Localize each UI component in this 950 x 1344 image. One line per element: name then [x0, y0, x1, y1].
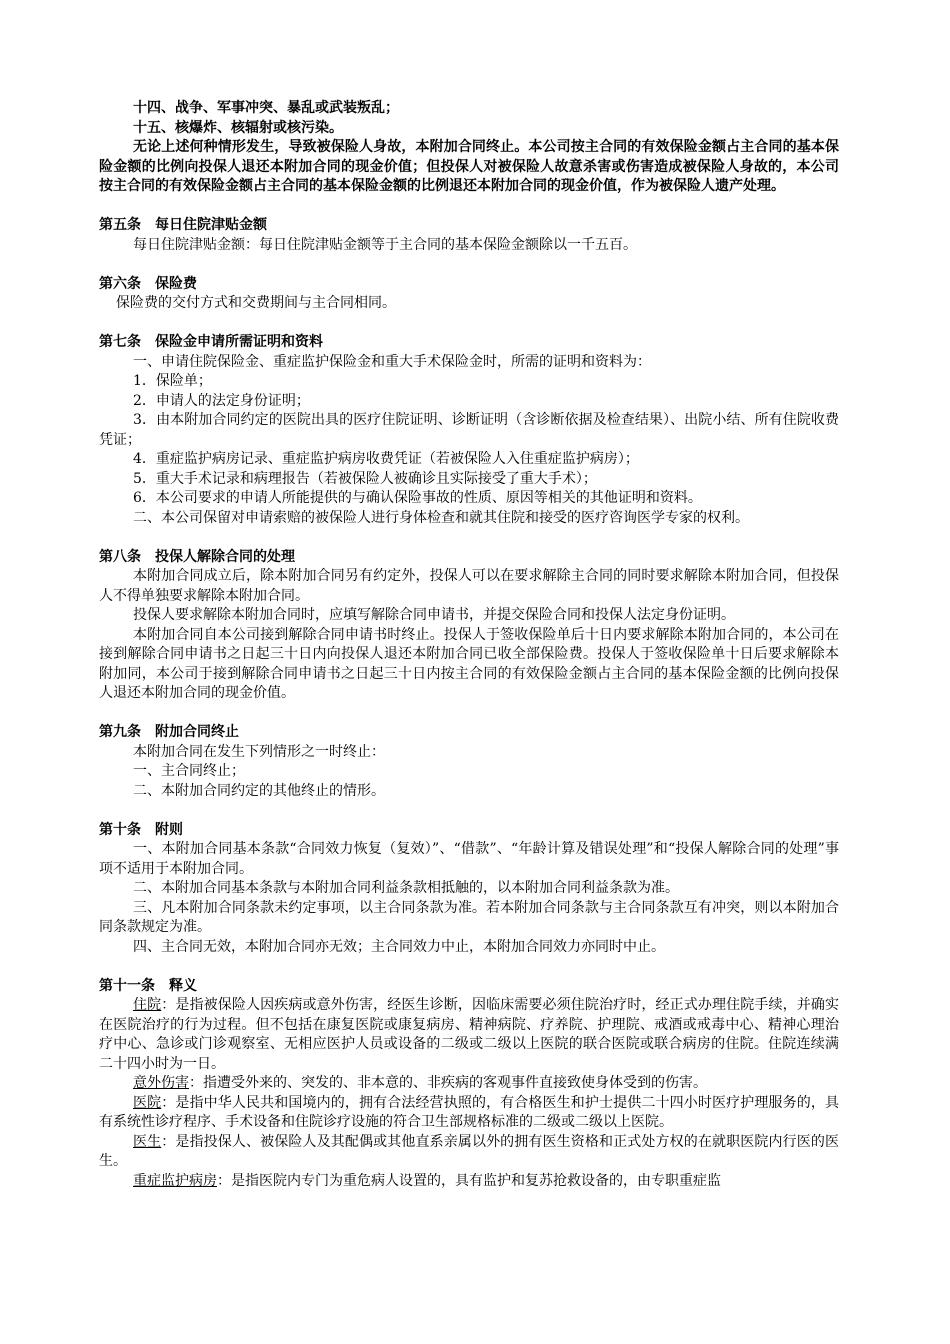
article-7-item-1: 1．保险单；: [133, 373, 212, 389]
definition-text: ：指遭受外来的、突发的、非本意的、非疾病的客观事件直接致使身体受到的伤害。: [189, 1075, 707, 1091]
article-11-title: 第十一条 释义: [99, 977, 197, 994]
document-body: [99, 99, 839, 1191]
definition-accidental-injury: [99, 1074, 839, 1094]
article-10-para-2: 二、本附加合同基本条款与本附加合同利益条款相抵触的，以本附加合同利益条款为准。: [133, 880, 679, 896]
definition-text: ：是指被保险人因疾病或意外伤害，经医生诊断，因临床需要必须住院治疗时，经正式办理住院手续，并确实在医院治疗的行为过程。但不包括在康复医院或康复病房、精神病院、疗养院、护理院、戒酒或戒毒中心、精神心理治疗中心、急诊或门诊观察室、无相应医护人员或设备的二级或二级以上医院的联合医院或联合病房的住院。住院连续满二十四小时为一日。: [99, 997, 840, 1072]
article-10-title: 第十条 附则: [99, 821, 183, 838]
article-7-item-3: 3．由本附加合同约定的医院出具的医疗住院证明、诊断证明（含诊断依据及检查结果）、出院小结、所有住院收费凭证；: [99, 412, 839, 448]
exclusion-paragraph: 无论上述何种情形发生，导致被保险人身故，本附加合同终止。本公司按主合同的有效保险金额占主合同的基本保险金额的比例向投保人退还本附加合同的现金价值；但投保人对被保险人故意杀害或伤害造成被保险人身故的，本公司按主合同的有效保险金额占主合同的基本保险金额的比例退还本附加合同的现金价值，作为被保险人遗产处理。: [99, 139, 839, 194]
article-7-item-6: 6．本公司要求的申请人所能提供的与确认保险事故的性质、原因等相关的其他证明和资料。: [133, 490, 702, 506]
definition-icu: [99, 1172, 839, 1192]
definition-hospitalization: [99, 996, 839, 1074]
definition-doctor: [99, 1133, 839, 1172]
article-6-title: 第六条 保险费: [99, 275, 197, 292]
article-7-item-2: 2．申请人的法定身份证明；: [133, 392, 310, 409]
definition-text: ：是指医院内专门为重危病人设置的，具有监护和复苏抢救设备的，由专职重症监: [217, 1172, 721, 1189]
definition-term: 医院: [133, 1094, 162, 1111]
definition-term: 重症监护病房: [133, 1172, 217, 1189]
article-8-para-3: 本附加合同自本公司接到解除合同申请书时终止。投保人于签收保险单后十日内要求解除本附加合同的，本公司在接到解除合同申请书之日起三十日内向投保人退还本附加合同已收全部保险费。投保人于签收保险单十日后要求解除本附加同，本公司于接到解除合同申请书之日起三十日内按主合同的有效保险金额占主合同的基本保险金额的比例向投保人退还本附加合同的现金价值。: [99, 626, 839, 701]
definition-text: ：是指中华人民共和国境内的，拥有合法经营执照的，有合格医生和护士提供二十四小时医疗护理服务的，具有系统性诊疗程序、手术设备和住院诊疗设施的符合卫生部规格标准的二级或二级以上医院。: [99, 1094, 840, 1130]
article-9-para-2: 一、主合同终止；: [133, 763, 245, 779]
article-8-para-2: 投保人要求解除本附加合同时，应填写解除合同申请书，并提交保险合同和投保人法定身份证明。: [133, 607, 735, 623]
definition-hospital: [99, 1094, 839, 1133]
article-5-body: 每日住院津贴金额：每日住院津贴金额等于主合同的基本保险金额除以一千五百。: [133, 236, 637, 253]
definition-term: 医生: [133, 1133, 162, 1150]
article-5-title: 第五条 每日住院津贴金额: [99, 217, 267, 233]
article-6-body: 保险费的交付方式和交费期间与主合同相同。: [116, 295, 396, 311]
article-10-para-3: 三、凡本附加合同条款未约定事项，以主合同条款为准。若本附加合同条款与主合同条款互有冲突，则以本附加合同条款规定为准。: [99, 899, 839, 935]
article-10-para-4: 四、主合同无效，本附加合同亦无效；主合同效力中止，本附加合同效力亦同时中止。: [133, 938, 665, 955]
article-9-title: 第九条 附加合同终止: [99, 724, 239, 740]
article-9-para-1: 本附加合同在发生下列情形之一时终止：: [133, 743, 385, 760]
article-8-para-1: 本附加合同成立后，除本附加合同另有约定外，投保人可以在要求解除主合同的同时要求解除本附加合同，但投保人不得单独要求解除本附加合同。: [99, 568, 839, 604]
exclusion-item-14: 十四、战争、军事冲突、暴乱或武装叛乱；: [133, 100, 399, 116]
article-9-para-3: 二、本附加合同约定的其他终止的情形。: [133, 782, 385, 799]
article-7-item-4: 4．重症监护病房记录、重症监护病房收费凭证（若被保险人入住重症监护病房）；: [133, 451, 639, 467]
article-10-para-1: 一、本附加合同基本条款“合同效力恢复（复效）”、“借款”、“年龄计算及错误处理”和“投保人解除合同的处理”事项不适用于本附加合同。: [99, 841, 839, 877]
article-7-para-1: 一、申请住院保险金、重症监护保险金和重大手术保险金时，所需的证明和资料为：: [133, 353, 651, 370]
article-7-item-5: 5．重大手术记录和病理报告（若被保险人被确诊且实际接受了重大手术）；: [133, 470, 597, 487]
definition-term: 住院: [133, 997, 162, 1013]
article-7-para-2: 二、本公司保留对申请索赔的被保险人进行身体检查和就其住院和接受的医疗咨询医学专家的权利。: [133, 509, 749, 526]
article-8-title: 第八条 投保人解除合同的处理: [99, 548, 295, 565]
exclusion-item-15: 十五、核爆炸、核辐射或核污染。: [133, 119, 343, 136]
definition-term: 意外伤害: [133, 1075, 189, 1091]
definition-text: ：是指投保人、被保险人及其配偶或其他直系亲属以外的拥有医生资格和正式处方权的在就职医院内行医的医生。: [99, 1133, 840, 1169]
article-7-title: 第七条 保险金申请所需证明和资料: [99, 334, 323, 350]
